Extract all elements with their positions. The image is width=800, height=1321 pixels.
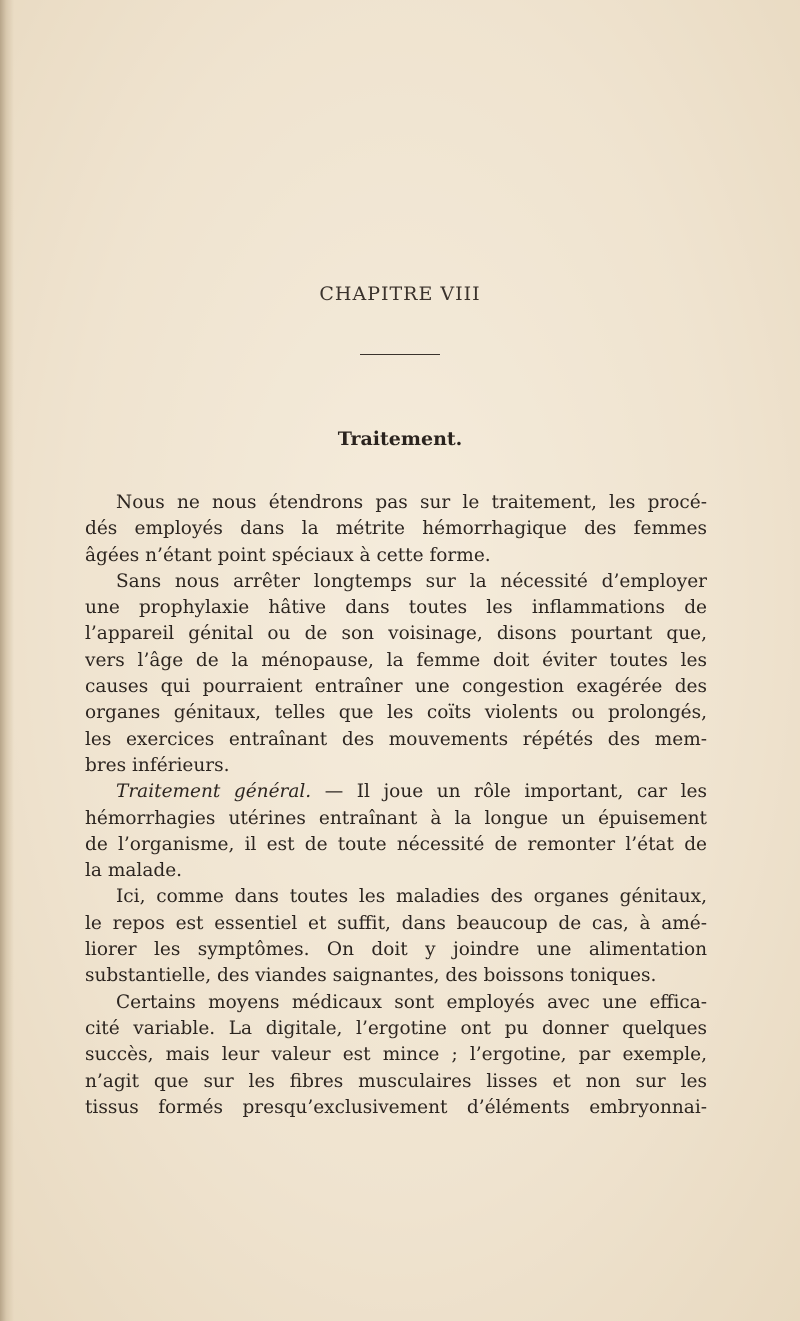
text-line: les exercices entraînant des mouvements répétés des mem- [85, 728, 707, 750]
italic-subheading: Traitement général. [116, 781, 312, 803]
text-line: substantielle, des viandes saignantes, des boissons toniques. [85, 965, 657, 987]
text-line: cité variable. La digitale, l’ergotine ont pu donner quelques [85, 1017, 707, 1039]
text-line: l’appareil génital ou de son voisinage, disons pourtant que, [85, 623, 707, 645]
text-line: Ici, comme dans toutes les maladies des organes génitaux, [116, 886, 707, 908]
chapter-heading: CHAPITRE VIII [319, 283, 481, 305]
text-line: le repos est essentiel et suffit, dans beaucoup de cas, à amé- [85, 912, 707, 934]
text-line: Certains moyens médicaux sont employés avec une effica- [116, 991, 707, 1013]
section-title: Traitement. [337, 428, 463, 450]
text-line: succès, mais leur valeur est mince ; l’ergotine, par exemple, [85, 1044, 707, 1066]
text-line: tissus formés presqu’exclusivement d’éléments embryonnai- [85, 1096, 707, 1118]
text-line-with-italic-lead [85, 779, 707, 805]
text-line: causes qui pourraient entraîner une congestion exagérée des [85, 676, 707, 698]
text-line: la malade. [85, 860, 183, 882]
text-line: de l’organisme, il est de toute nécessité de remonter l’état de [85, 833, 707, 855]
text-line: dés employés dans la métrite hémorrhagique des femmes [85, 518, 707, 540]
text-line: Sans nous arrêter longtemps sur la nécessité d’employer [116, 570, 707, 592]
text-line-rest: — Il joue un rôle important, car les [311, 781, 707, 803]
text-line: Nous ne nous étendrons pas sur le traitement, les procé- [116, 492, 707, 513]
body-text [85, 490, 707, 1121]
text-line: âgées n’étant point spéciaux à cette forme. [85, 544, 491, 566]
text-line: vers l’âge de la ménopause, la femme doit éviter toutes les [85, 649, 707, 671]
text-line: liorer les symptômes. On doit y joindre une alimentation [85, 939, 707, 961]
text-line: hémorrhagies utérines entraînant à la longue un épuisement [85, 807, 707, 829]
text-line: n’agit que sur les fibres musculaires lisses et non sur les [85, 1070, 707, 1092]
text-line: une prophylaxie hâtive dans toutes les inflammations de [85, 597, 707, 619]
page-edge-shadow [0, 0, 14, 1321]
heading-divider [360, 354, 440, 355]
text-line: organes génitaux, telles que les coïts violents ou prolongés, [85, 702, 707, 724]
text-line: bres inférieurs. [85, 754, 230, 776]
